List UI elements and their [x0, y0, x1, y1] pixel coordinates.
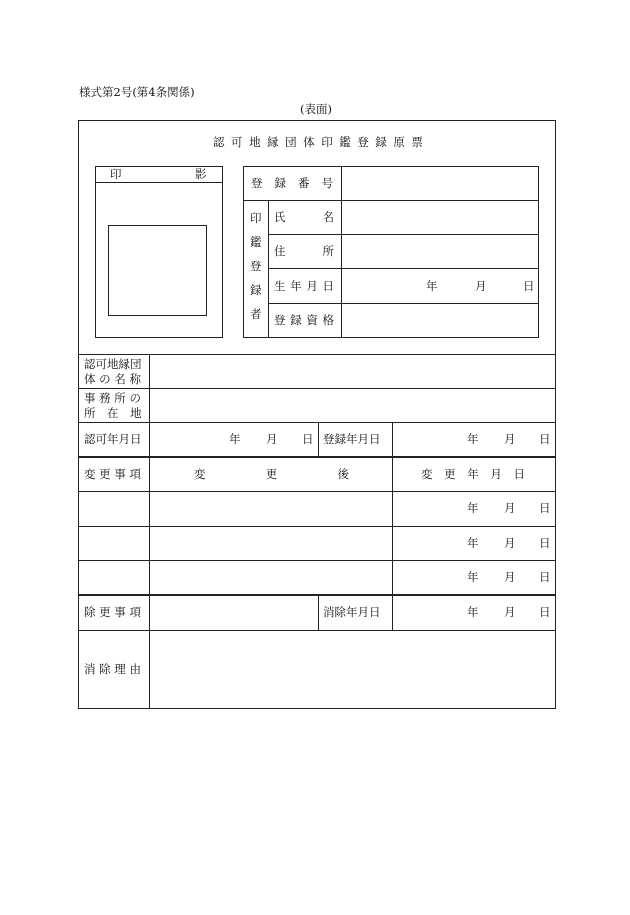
org-name-label-line1: 認可地縁団	[84, 357, 142, 371]
registration-date-label: 登録年月日	[323, 432, 381, 446]
change-date-header: 変 更 年 月 日	[421, 467, 525, 481]
change-after-field[interactable]	[150, 527, 392, 560]
removal-date-label: 消除年月日	[323, 605, 381, 619]
change-date-field[interactable]: 年 月 日	[467, 536, 551, 550]
address-label: 住 所	[274, 244, 334, 258]
birthdate-label: 生 年 月 日	[274, 279, 334, 293]
change-date-field[interactable]: 年 月 日	[467, 570, 551, 584]
office-address-field[interactable]	[150, 389, 555, 422]
org-name-field[interactable]	[150, 355, 555, 388]
approval-date-field[interactable]: 年 月 日	[229, 432, 314, 446]
registrant-row-line-3	[268, 268, 539, 269]
registration-number-label: 登 録 番 号	[251, 176, 333, 190]
removal-reason-label: 消 除 理 由	[84, 662, 141, 676]
name-label: 氏 名	[274, 210, 334, 224]
seal-registrant-label: 印 鑑 登 録 者	[250, 211, 262, 321]
office-label-line2: 所 在 地	[84, 406, 142, 420]
birthdate-field[interactable]: 年 月 日	[426, 279, 535, 293]
registration-date-divider	[318, 422, 319, 456]
registrant-address-field[interactable]	[342, 235, 538, 268]
registrant-group-divider	[268, 200, 269, 338]
seal-label-left: 印	[110, 167, 122, 181]
change-item-field[interactable]	[79, 492, 148, 526]
removal-reason-field[interactable]	[150, 631, 555, 708]
registrant-name-field[interactable]	[342, 201, 538, 234]
removal-date-field[interactable]: 年 月 日	[467, 605, 551, 619]
form-title: 認 可 地 縁 団 体 印 鑑 登 録 原 票	[213, 135, 423, 149]
approval-date-label: 認可年月日	[84, 432, 142, 446]
change-after-field[interactable]	[150, 492, 392, 526]
qualification-label: 登 録 資 格	[274, 313, 334, 327]
changes-label: 変 更 事 項	[84, 467, 141, 481]
removal-label: 除 更 事 項	[84, 605, 141, 619]
form-number: 様式第2号(第4条関係)	[79, 85, 195, 99]
qualification-field[interactable]	[342, 304, 538, 337]
seal-divider	[95, 182, 223, 183]
change-date-field[interactable]: 年 月 日	[467, 501, 551, 515]
registration-number-field[interactable]	[342, 167, 538, 200]
org-name-label-line2: 体 の 名 称	[84, 372, 141, 386]
change-after-field[interactable]	[150, 561, 392, 594]
seal-label-right: 影	[195, 167, 207, 181]
removal-field[interactable]	[150, 596, 318, 630]
registration-date-field[interactable]: 年 月 日	[467, 432, 551, 446]
change-item-field[interactable]	[79, 561, 148, 594]
after-change-header: 変 更 後	[194, 467, 349, 481]
side-label: (表面)	[300, 102, 332, 116]
change-item-field[interactable]	[79, 527, 148, 560]
office-label-line1: 事 務 所 の	[84, 391, 141, 405]
removal-date-divider	[318, 595, 319, 630]
seal-stamp-box[interactable]	[108, 225, 207, 316]
